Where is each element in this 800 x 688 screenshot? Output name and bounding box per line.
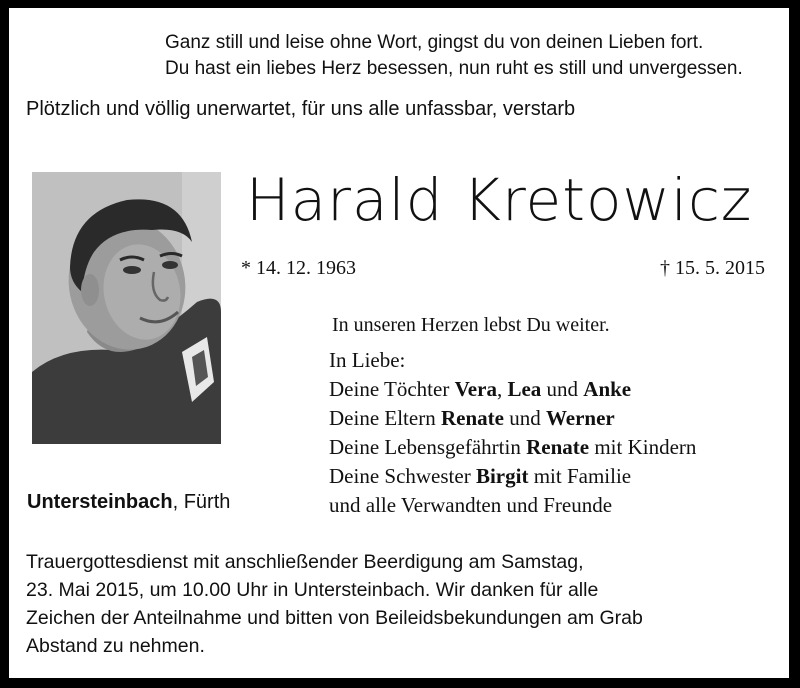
- service-line: Abstand zu nehmen.: [26, 635, 205, 657]
- family-text: und: [503, 406, 546, 430]
- obituary-notice: [9, 8, 789, 678]
- family-member-name: Lea: [507, 377, 542, 401]
- funeral-service-info: [26, 548, 776, 660]
- family-text: Deine Töchter: [329, 377, 455, 401]
- birth-date: * 14. 12. 1963: [241, 257, 356, 279]
- family-heading: In Liebe:: [329, 348, 406, 372]
- place-name: Untersteinbach: [27, 491, 173, 513]
- poem-line: Ganz still und leise ohne Wort, gingst du von deinen Lieben fort.: [165, 32, 704, 53]
- family-text: Deine Schwester: [329, 464, 476, 488]
- family-member-name: Birgit: [475, 464, 529, 488]
- family-text: und: [541, 377, 584, 401]
- family-member-name: Werner: [545, 406, 615, 430]
- family-text: mit Kindern: [589, 435, 697, 459]
- place-region: , Fürth: [172, 491, 231, 513]
- place-of-residence: [27, 491, 230, 514]
- service-line: Trauergottesdienst mit anschließender Beerdigung am Samstag,: [26, 551, 584, 573]
- family-member-name: Renate: [440, 406, 504, 430]
- family-member-name: Anke: [583, 377, 632, 401]
- family-line: und alle Verwandten und Freunde: [329, 493, 613, 517]
- memorial-poem: [165, 30, 743, 82]
- intro-text: Plötzlich und völlig unerwartet, für uns alle unfassbar, verstarb: [26, 98, 576, 120]
- family-member-name: Renate: [526, 435, 590, 459]
- service-line: Zeichen der Anteilnahme und bitten von Beileidsbekundungen am Grab: [26, 607, 643, 629]
- family-line: [329, 433, 696, 462]
- family-list: [329, 346, 696, 520]
- poem-line: Du hast ein liebes Herz besessen, nun ruht es still und unvergessen.: [165, 58, 743, 79]
- family-text: Deine Eltern: [329, 406, 441, 430]
- family-text: Deine Lebensgefährtin: [329, 435, 527, 459]
- portrait-photo: [32, 172, 221, 444]
- family-line: [329, 375, 696, 404]
- portrait-image: [32, 172, 221, 444]
- family-text: mit Familie: [528, 464, 632, 488]
- tribute-text: In unseren Herzen lebst Du weiter.: [332, 314, 610, 336]
- service-line: 23. Mai 2015, um 10.00 Uhr in Untersteinbach. Wir danken für alle: [26, 579, 599, 601]
- family-text: ,: [496, 377, 508, 401]
- death-date: † 15. 5. 2015: [660, 257, 765, 279]
- family-member-name: Vera: [454, 377, 497, 401]
- deceased-name: Harald Kretowicz: [246, 166, 753, 234]
- family-line: [329, 462, 696, 491]
- family-line: [329, 404, 696, 433]
